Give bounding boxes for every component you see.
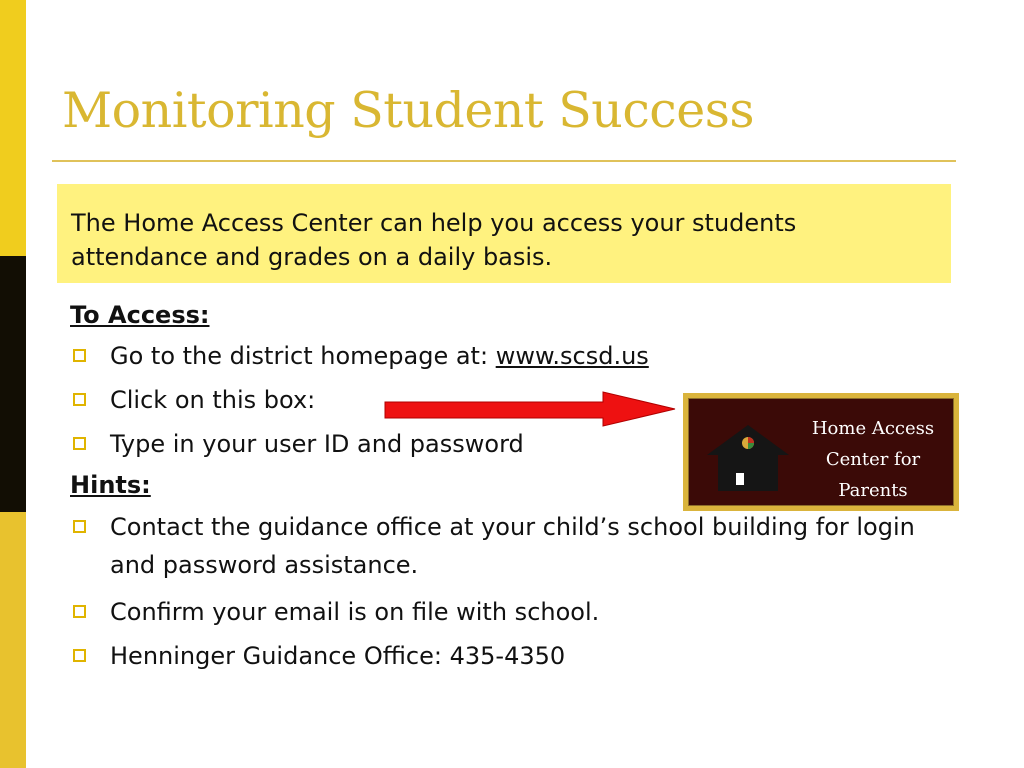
bullet-square-icon xyxy=(73,649,86,662)
list-item-text: Confirm your email is on file with school. xyxy=(110,598,600,626)
slide-title: Monitoring Student Success xyxy=(62,82,754,139)
hac-label-line: Home Access xyxy=(811,418,935,439)
bullet-square-icon xyxy=(73,393,86,406)
red-arrow-icon xyxy=(383,390,683,430)
hac-label-line: Center for xyxy=(825,449,921,470)
list-item-text: Contact the guidance office at your child’s school building for login and password assistance. xyxy=(110,513,915,579)
list-item-text: Henninger Guidance Office: 435-4350 xyxy=(110,642,566,670)
list-item-text: Click on this box: xyxy=(110,386,316,414)
home-access-center-panel xyxy=(688,398,954,506)
list-item-confirm-email xyxy=(70,590,950,634)
left-accent-bar xyxy=(0,0,26,768)
intro-callout xyxy=(57,184,951,283)
list-item-text: Go to the district homepage at: xyxy=(110,342,496,370)
accent-bar-bottom-segment xyxy=(0,512,26,768)
district-homepage-link[interactable]: www.scsd.us xyxy=(495,342,649,370)
home-access-center-label xyxy=(797,413,949,506)
accent-bar-top-segment xyxy=(0,0,26,256)
hints-heading: Hints: xyxy=(70,471,151,499)
home-access-center-button[interactable] xyxy=(683,393,959,511)
list-item-text: Type in your user ID and password xyxy=(110,430,524,458)
to-access-heading: To Access: xyxy=(70,301,210,329)
title-divider xyxy=(52,160,956,162)
bullet-square-icon xyxy=(73,437,86,450)
bullet-square-icon xyxy=(73,605,86,618)
list-item-guidance-phone xyxy=(70,634,950,678)
bullet-square-icon xyxy=(73,520,86,533)
intro-text: The Home Access Center can help you access your students attendance and grades on a daily basis. xyxy=(71,209,797,271)
hac-label-line: Parents xyxy=(838,480,908,501)
bullet-square-icon xyxy=(73,349,86,362)
house-icon xyxy=(703,421,793,493)
accent-bar-dark-segment xyxy=(0,256,26,512)
list-item-contact-guidance xyxy=(70,504,950,590)
list-item-homepage xyxy=(70,334,950,378)
